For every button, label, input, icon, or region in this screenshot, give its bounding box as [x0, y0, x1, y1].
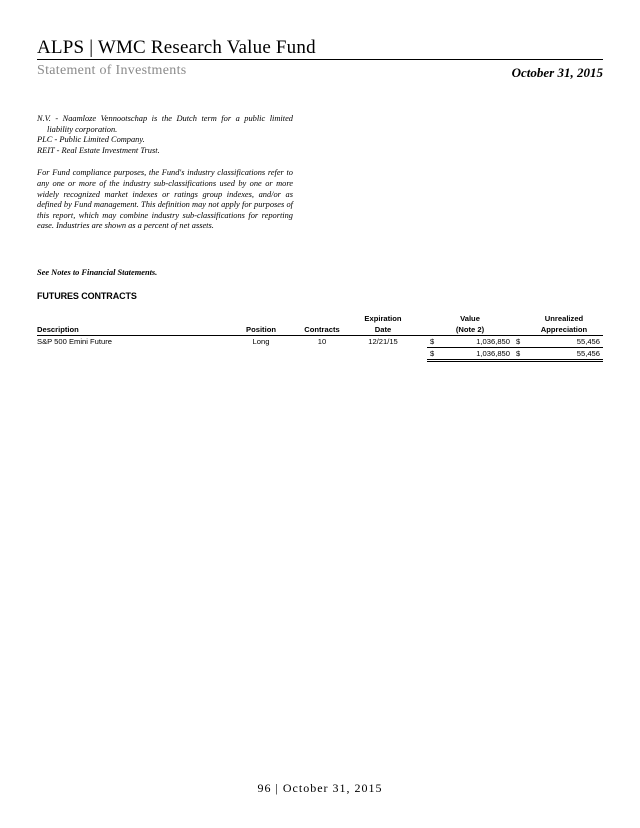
- fund-title: ALPS | WMC Research Value Fund: [37, 37, 316, 58]
- note-reit: REIT - Real Estate Investment Trust.: [37, 145, 160, 155]
- header-rule: [37, 59, 603, 60]
- col-description: Description: [37, 325, 79, 334]
- total-value: 1,036,850: [476, 349, 510, 358]
- row-unrealized: 55,456: [576, 337, 600, 346]
- note-nv: N.V. - Naamloze Vennootschap is the Dutch term for a public limited liability corporation.: [37, 114, 293, 134]
- row-position: Long: [252, 337, 270, 346]
- col-value-line1: Value: [460, 314, 480, 323]
- col-unrealized-line2: Appreciation: [540, 325, 588, 334]
- total-unrealized: 55,456: [576, 349, 600, 358]
- note-classification: For Fund compliance purposes, the Fund's industry classifications refer to any one or more of the industry sub-classifications used by one or more widely recognized market indexes or ratings group indexes, and/or as defined by Fund management. This definition may not apply for purposes of this report, which may combine industry sub-classifications for reporting ease. Industries are shown as a percent of net assets.: [37, 168, 293, 231]
- row-value: 1,036,850: [476, 337, 510, 346]
- subtotal-rule: [427, 347, 603, 348]
- total-unrealized-symbol: $: [516, 349, 521, 358]
- col-value-line2: (Note 2): [455, 325, 485, 334]
- total-value-symbol: $: [430, 349, 435, 358]
- page-subtitle: Statement of Investments: [37, 63, 187, 78]
- notes-block: [37, 114, 293, 232]
- total-rule-1: [427, 359, 603, 360]
- report-date: October 31, 2015: [511, 65, 603, 80]
- total-rule-2: [427, 361, 603, 362]
- see-notes-link: See Notes to Financial Statements.: [37, 268, 158, 277]
- note-plc: PLC - Public Limited Company.: [37, 135, 145, 145]
- row-contracts: 10: [317, 337, 327, 346]
- row-expiration: 12/21/15: [368, 337, 398, 346]
- row-description: S&P 500 Emini Future: [37, 337, 112, 346]
- futures-heading: FUTURES CONTRACTS: [37, 291, 137, 301]
- header-rule-line: [37, 335, 603, 336]
- col-unrealized-line1: Unrealized: [544, 314, 584, 323]
- row-value-symbol: $: [430, 337, 435, 346]
- footer-separator: |: [275, 781, 279, 795]
- page-footer: [0, 781, 640, 796]
- col-expiration-line2: Date: [374, 325, 392, 334]
- col-contracts: Contracts: [304, 325, 340, 334]
- page-number: 96: [257, 781, 272, 795]
- row-unrealized-symbol: $: [516, 337, 521, 346]
- footer-date: October 31, 2015: [282, 781, 383, 795]
- col-position: Position: [246, 325, 276, 334]
- col-expiration-line1: Expiration: [364, 314, 402, 323]
